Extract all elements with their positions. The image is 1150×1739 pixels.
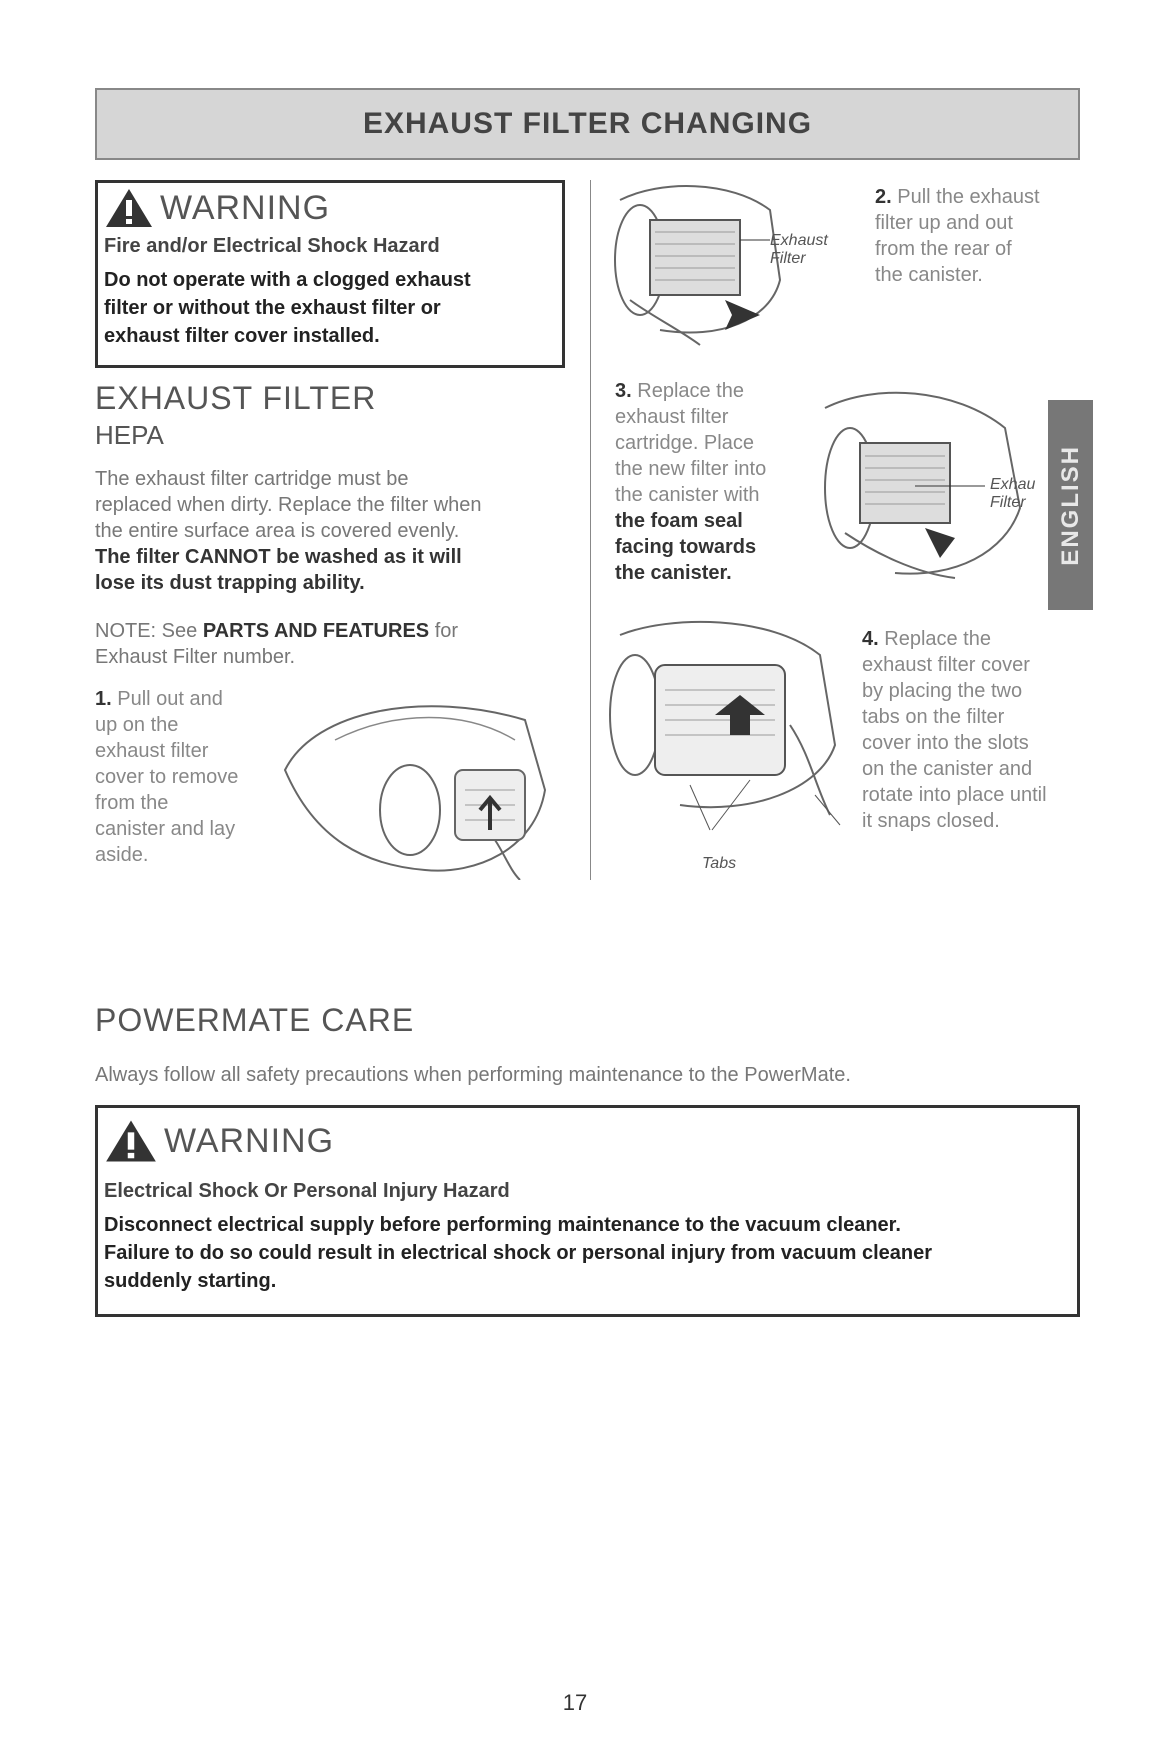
warning-triangle-icon (104, 1118, 158, 1164)
warning-subtitle: Electrical Shock Or Personal Injury Hazard (104, 1180, 510, 1202)
column-divider (590, 180, 591, 880)
step-2: 2. Pull the exhaust filter up and out from the rear of the canister. (875, 186, 1040, 286)
language-side-tab: ENGLISH (1048, 400, 1093, 610)
canister-cover-illustration (275, 680, 565, 880)
step-1: 1. Pull out and up on the exhaust filter cover to remove from the canister and lay aside. (95, 688, 239, 866)
warning-triangle-icon (104, 187, 154, 229)
exhaust-filter-callout-2: Exhau Filter (990, 476, 1036, 511)
banner-title: EXHAUST FILTER CHANGING (362, 107, 813, 140)
warning-box-electrical (95, 1105, 1080, 1317)
exhaust-filter-body: The exhaust filter cartridge must be replaced when dirty. Replace the filter when the entire surface area is covered evenly. The filter CANNOT be washed as it will lose its dust trapping ability. (95, 468, 482, 594)
parts-note: NOTE: See PARTS AND FEATURES for Exhaust Filter number. (95, 620, 459, 668)
exhaust-filter-heading: EXHAUST FILTER (95, 380, 377, 416)
warning-box-fire (95, 180, 565, 368)
section-banner (95, 88, 1080, 160)
tabs-callout: Tabs (702, 855, 737, 872)
exhaust-filter-callout-1: Exhaust Filter (770, 232, 828, 267)
powermate-body: Always follow all safety precautions when performing maintenance to the PowerMate. (95, 1064, 851, 1086)
page-number: 17 (562, 1690, 588, 1715)
warning-subtitle: Fire and/or Electrical Shock Hazard (104, 235, 440, 257)
warning-title: WARNING (160, 188, 331, 227)
step-3: 3. Replace the exhaust filter cartridge. Place the new filter into the canister with the foam seal facing towards the canister. (615, 380, 767, 584)
warning-text: Do not operate with a clogged exhaust filter or without the exhaust filter or exhaust filter cover installed. (104, 269, 471, 347)
hepa-subheading: HEPA (95, 420, 164, 450)
filter-removal-illustration (600, 180, 790, 350)
step-4: 4. Replace the exhaust filter cover by placing the two tabs on the filter cover into the slots on the canister and rotate into place until it snaps closed. (862, 628, 1047, 832)
cover-replace-illustration (600, 615, 860, 835)
warning-text: Disconnect electrical supply before performing maintenance to the vacuum cleaner. Failure to do so could result in electrical shock or personal injury from vacuum cleaner suddenly starting. (104, 1214, 933, 1292)
powermate-heading: POWERMATE CARE (95, 1002, 415, 1038)
warning-title: WARNING (164, 1121, 335, 1160)
